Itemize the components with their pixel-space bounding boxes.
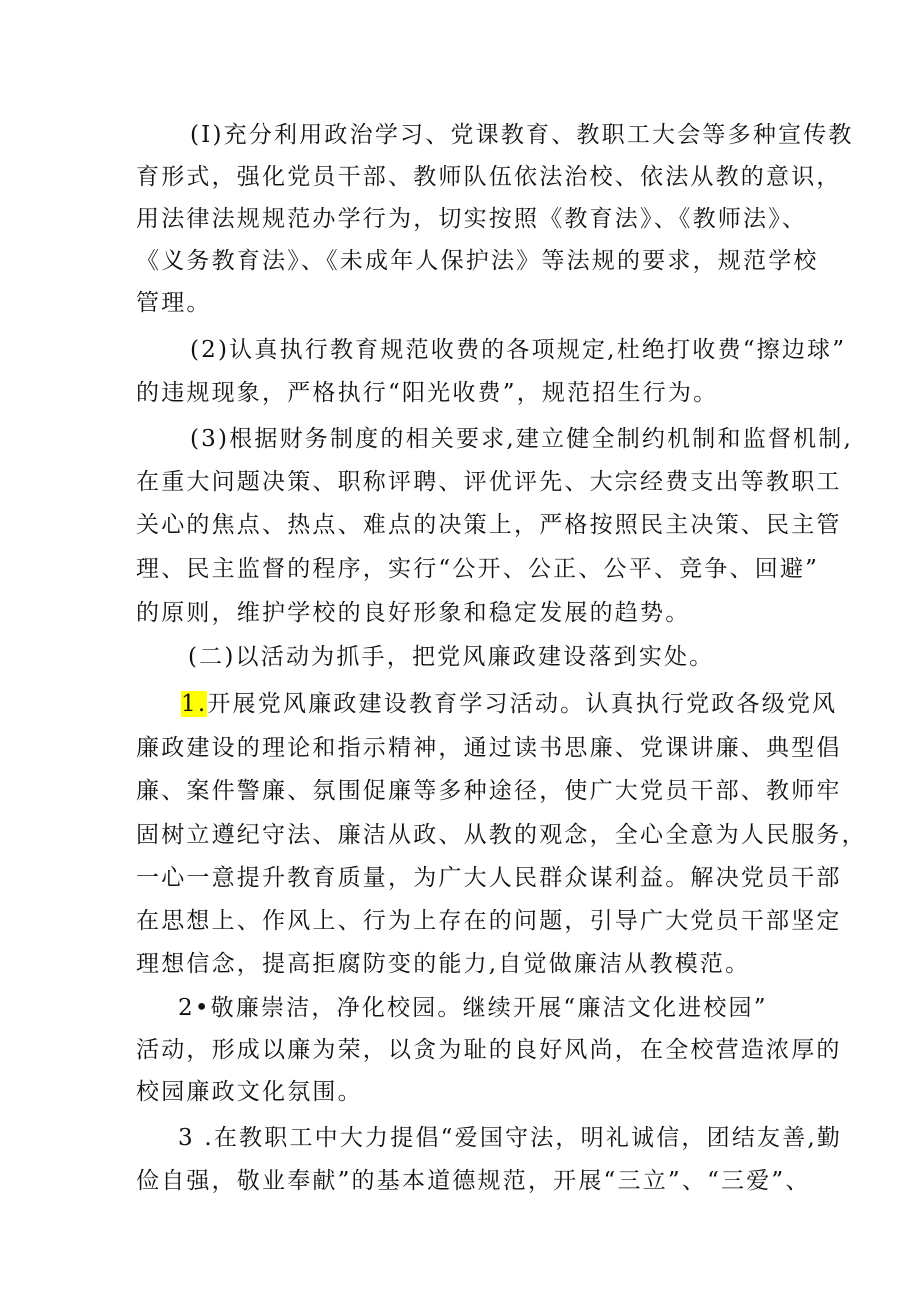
paragraph-1-line-1: (I)充分利用政治学习、党课教育、教职工大会等多种宣传教 [190,122,854,148]
paragraph-3-line-3: 关心的焦点、热点、难点的决策上，严格按照民主决策、民主管 [136,512,842,538]
paragraph-4-line-7: 理想信念，提高拒腐防变的能力,自觉做廉洁从教模范。 [136,951,751,977]
paragraph-4-line-5: 一心一意提升教育质量，为广大人民群众谋利益。解决党员干部 [136,865,842,891]
paragraph-3-line-1: (3)根据财务制度的相关要求,建立健全制约机制和监督机制, [190,426,854,452]
paragraph-4-line-6: 在思想上、作风上、行为上存在的问题，引导广大党员干部坚定 [136,908,842,934]
paragraph-4-line-1 [181,688,837,720]
paragraph-4-line-2: 廉政建设的理论和指示精神，通过读书思廉、党课讲廉、典型倡 [136,735,842,761]
paragraph-3-line-4: 理、民主监督的程序，实行“公开、公正、公平、竞争、回避” [136,556,820,582]
paragraph-6-line-1: 3 .在教职工中大力提倡“爱国守法，明礼诚信，团结友善,勤 [178,1125,843,1151]
highlighted-list-marker: 1. [181,691,208,717]
paragraph-1-line-5: 管理。 [136,290,212,316]
paragraph-1-line-3: 用法律法规规范办学行为，切实按照《教育法》、《教师法》、 [136,206,808,232]
paragraph-1-line-2: 育形式，强化党员干部、教师队伍依法治校、依法从教的意识， [136,164,842,190]
paragraph-5-line-2: 活动，形成以廉为荣，以贪为耻的良好风尚，在全校营造浓厚的 [136,1037,842,1063]
paragraph-3-line-5: 的原则，维护学校的良好形象和稳定发展的趋势。 [136,600,691,626]
paragraph-4-line-1-text: 开展党风廉政建设教育学习活动。认真执行党政各级党风 [207,691,838,717]
paragraph-5-line-3: 校园廉政文化氛围。 [136,1079,363,1105]
paragraph-2-line-2: 的违规现象，严格执行“阳光收费”，规范招生行为。 [136,380,719,406]
paragraph-6-line-2: 俭自强，敬业奉献”的基本道德规范，开展“三立”、“三爱”、 [136,1168,811,1194]
paragraph-5-line-1: 2•敬廉崇洁，净化校园。继续开展“廉洁文化进校园” [178,995,768,1021]
paragraph-4-line-4: 固树立遵纪守法、廉洁从政、从教的观念，全心全意为人民服务， [136,822,867,848]
paragraph-3-line-2: 在重大问题决策、职称评聘、评优评先、大宗经费支出等教职工 [136,469,842,495]
paragraph-4-line-3: 廉、案件警廉、氛围促廉等多种途径，使广大党员干部、教师牢 [136,778,842,804]
paragraph-2-line-1: (2)认真执行教育规范收费的各项规定,杜绝打收费“擦边球” [190,337,847,363]
section-heading: (二)以活动为抓手，把党风廉政建设落到实处。 [188,644,715,670]
paragraph-1-line-4: 《义务教育法》、《未成年人保护法》等法规的要求，规范学校 [136,248,819,274]
